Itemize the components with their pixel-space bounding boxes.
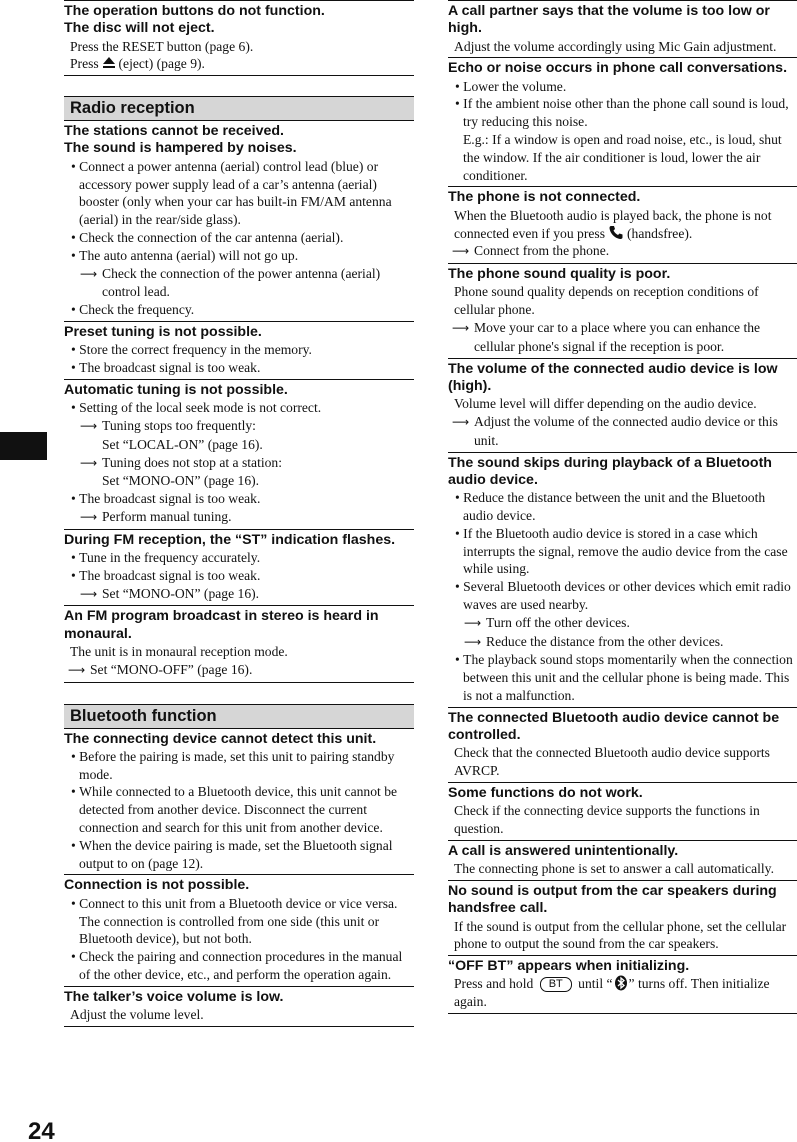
arrow-icon: ⟶ bbox=[452, 415, 470, 430]
bullet-item: • The broadcast signal is too weak. bbox=[64, 359, 414, 377]
arrow-item: ⟶ Check the connection of the power antenna (aerial) control lead. bbox=[80, 265, 381, 300]
arrow-icon: ⟶ bbox=[80, 418, 98, 433]
trouble-item-off-bt bbox=[448, 955, 797, 1013]
arrow-item: ⟶ Reduce the distance from the other devices. bbox=[448, 633, 797, 652]
item-heading: Echo or noise occurs in phone call conversations. bbox=[448, 60, 788, 77]
bluetooth-icon bbox=[614, 975, 628, 991]
item-text: If the sound is output from the cellular phone, set the cellular phone to output the sound from the car speakers. bbox=[454, 918, 787, 952]
page-number: 24 bbox=[28, 1118, 55, 1142]
trouble-item-st-flashes bbox=[64, 529, 414, 606]
arrow-icon: ⟶ bbox=[464, 615, 482, 630]
item-heading: Connection is not possible. bbox=[64, 877, 250, 894]
item-heading: The talker’s voice volume is low. bbox=[64, 988, 284, 1005]
item-text: The connecting phone is set to answer a call automatically. bbox=[454, 861, 774, 877]
arrow-icon: ⟶ bbox=[68, 662, 86, 677]
arrow-item: ⟶ Turn off the other devices. bbox=[448, 614, 797, 633]
bullet-item: • If the Bluetooth audio device is stored in a case which interrupts the signal, remove the audio device from the case while using. bbox=[448, 525, 797, 578]
item-heading: A call is answered unintentionally. bbox=[448, 842, 679, 859]
item-heading: An FM program broadcast in stereo is heard in monaural. bbox=[64, 608, 379, 642]
item-heading: The phone sound quality is poor. bbox=[448, 266, 671, 283]
bullet-item: • When the device pairing is made, set the Bluetooth signal output to on (page 12). bbox=[64, 837, 414, 873]
trouble-item-cannot-detect bbox=[64, 729, 414, 875]
trouble-item-phone-not-connected bbox=[448, 186, 797, 263]
trouble-item-preset-tuning bbox=[64, 321, 414, 379]
right-column bbox=[448, 0, 797, 1014]
arrow-item: ⟶ Adjust the volume of the connected audio device or this unit. bbox=[452, 414, 778, 448]
item-text: Press the RESET button (page 6). bbox=[70, 38, 254, 54]
trouble-item-sound-skips bbox=[448, 452, 797, 707]
item-text: Press (eject) (page 9). bbox=[70, 56, 205, 72]
arrow-icon: ⟶ bbox=[80, 455, 98, 470]
item-text: Press and hold BT until “ ” turns off. Then initialize again. bbox=[454, 976, 770, 1010]
item-text: Check if the connecting device supports the functions in question. bbox=[454, 803, 760, 837]
bullet-item: • While connected to a Bluetooth device, this unit cannot be detected from another device. Disconnect the current connection and search for this unit from another device. bbox=[64, 783, 414, 836]
arrow-icon: ⟶ bbox=[464, 634, 482, 649]
item-heading: During FM reception, the “ST” indication flashes. bbox=[64, 531, 396, 548]
bullet-item: • The playback sound stops momentarily when the connection between this unit and the cellular phone is being made. This is not a malfunction. bbox=[448, 651, 797, 704]
arrow-item: ⟶ Tuning does not stop at a station: bbox=[64, 454, 414, 473]
bullet-item-continuation: E.g.: If a window is open and road noise, etc., is loud, shut the window. If the air conditioner is loud, lower the air conditioner. bbox=[463, 132, 782, 183]
trouble-item-echo-noise bbox=[448, 57, 797, 186]
bullet-item: • Reduce the distance between the unit and the Bluetooth audio device. bbox=[448, 489, 797, 525]
trouble-item-audio-device-volume bbox=[448, 358, 797, 452]
arrow-item: ⟶ Set “MONO-OFF” (page 16). bbox=[64, 661, 414, 680]
bullet-item: • Check the pairing and connection procedures in the manual of the other device, etc., and perform the operation again. bbox=[64, 948, 414, 984]
section-tab-marker bbox=[0, 432, 47, 460]
item-text: Check that the connected Bluetooth audio device supports AVRCP. bbox=[454, 745, 770, 779]
divider bbox=[64, 1026, 414, 1027]
trouble-item-fm-monaural bbox=[64, 605, 414, 681]
arrow-icon: ⟶ bbox=[80, 586, 98, 601]
bullet-item: • Connect a power antenna (aerial) control lead (blue) or accessory power supply lead of a car’s antenna (aerial) booster (only when your car has built-in FM/AM antenna (aerial) in the rear/side glass). bbox=[64, 158, 414, 229]
eject-icon bbox=[102, 57, 115, 69]
arrow-item: ⟶ Tuning stops too frequently: bbox=[64, 417, 414, 436]
bullet-item: • Lower the volume. bbox=[448, 78, 797, 96]
item-heading: The operation buttons do not function. The disc will not eject. bbox=[64, 3, 325, 37]
arrow-item-continuation: Set “MONO-ON” (page 16). bbox=[102, 473, 260, 489]
bullet-item: • Tune in the frequency accurately. bbox=[64, 549, 414, 567]
phone-icon bbox=[608, 225, 624, 240]
item-text: Phone sound quality depends on reception conditions of cellular phone. bbox=[454, 284, 759, 318]
item-heading: “OFF BT” appears when initializing. bbox=[448, 958, 690, 975]
trouble-item-functions-not-work bbox=[448, 782, 797, 840]
trouble-item-no-sound-handsfree bbox=[448, 880, 797, 955]
item-heading: The phone is not connected. bbox=[448, 189, 641, 206]
item-text: The unit is in monaural reception mode. bbox=[70, 644, 288, 659]
trouble-item-connection-not-possible bbox=[64, 874, 414, 985]
item-heading: The connected Bluetooth audio device cannot be controlled. bbox=[448, 709, 780, 744]
item-heading: No sound is output from the car speakers during handsfree call. bbox=[448, 882, 777, 917]
arrow-item: ⟶ Move your car to a place where you can enhance the cellular phone's signal if the reception is poor. bbox=[452, 320, 761, 354]
trouble-item-stations-not-received bbox=[64, 121, 414, 321]
bullet-item: • Connect to this unit from a Bluetooth device or vice versa. The connection is controlled from one side (this unit or Bluetooth device), but not both. bbox=[64, 895, 414, 948]
spacer bbox=[64, 75, 414, 96]
item-heading: The connecting device cannot detect this unit. bbox=[64, 730, 377, 747]
bullet-item: • Before the pairing is made, set this unit to pairing standby mode. bbox=[64, 748, 414, 784]
item-text: When the Bluetooth audio is played back, the phone is not connected even if you press (handsfree). bbox=[454, 207, 772, 241]
section-title-radio-reception: Radio reception bbox=[64, 96, 414, 121]
left-column bbox=[64, 0, 414, 1027]
arrow-icon: ⟶ bbox=[80, 509, 98, 524]
divider bbox=[448, 1013, 797, 1014]
item-heading: The sound skips during playback of a Bluetooth audio device. bbox=[448, 454, 772, 488]
bullet-item: • Several Bluetooth devices or other devices which emit radio waves are used nearby. bbox=[448, 578, 797, 614]
arrow-icon: ⟶ bbox=[452, 321, 470, 336]
item-heading: The volume of the connected audio device is low (high). bbox=[448, 360, 778, 394]
trouble-item-operation-buttons bbox=[64, 0, 414, 75]
bullet-item: • Setting of the local seek mode is not correct. bbox=[64, 399, 414, 417]
bullet-item: • The auto antenna (aerial) will not go up. bbox=[64, 247, 414, 265]
arrow-item-continuation: Set “LOCAL-ON” (page 16). bbox=[102, 436, 263, 452]
bullet-item: • If the ambient noise other than the phone call sound is loud, try reducing this noise. bbox=[448, 95, 797, 131]
bullet-item: • Check the connection of the car antenna (aerial). bbox=[64, 229, 414, 247]
bullet-item: • The broadcast signal is too weak. bbox=[64, 490, 414, 508]
spacer bbox=[64, 682, 414, 704]
trouble-item-call-answered bbox=[448, 840, 797, 880]
item-text: Adjust the volume accordingly using Mic Gain adjustment. bbox=[454, 38, 777, 54]
item-heading: Some functions do not work. bbox=[448, 784, 643, 801]
bt-button-label: BT bbox=[540, 977, 572, 992]
trouble-item-cannot-be-controlled bbox=[448, 707, 797, 782]
trouble-item-sound-quality-poor bbox=[448, 263, 797, 357]
trouble-item-partner-volume bbox=[448, 0, 797, 57]
trouble-item-automatic-tuning bbox=[64, 379, 414, 529]
arrow-item: ⟶ Connect from the phone. bbox=[448, 242, 797, 261]
bullet-item: • Store the correct frequency in the memory. bbox=[64, 341, 414, 359]
item-heading: A call partner says that the volume is too low or high. bbox=[448, 3, 770, 37]
trouble-item-talker-volume-low bbox=[64, 986, 414, 1026]
item-text: Adjust the volume level. bbox=[70, 1007, 204, 1023]
section-title-bluetooth-function: Bluetooth function bbox=[64, 704, 414, 729]
bullet-item: • The broadcast signal is too weak. bbox=[64, 567, 414, 585]
item-heading: Preset tuning is not possible. bbox=[64, 323, 262, 340]
arrow-icon: ⟶ bbox=[452, 244, 470, 259]
item-heading: The stations cannot be received. The sound is hampered by noises. bbox=[64, 123, 297, 157]
bullet-item: • Check the frequency. bbox=[64, 301, 414, 319]
arrow-icon: ⟶ bbox=[80, 266, 98, 281]
item-heading: Automatic tuning is not possible. bbox=[64, 381, 288, 398]
arrow-item: ⟶ Set “MONO-ON” (page 16). bbox=[64, 585, 414, 604]
item-text: Volume level will differ depending on the audio device. bbox=[454, 396, 757, 412]
arrow-item: ⟶ Perform manual tuning. bbox=[64, 508, 414, 527]
